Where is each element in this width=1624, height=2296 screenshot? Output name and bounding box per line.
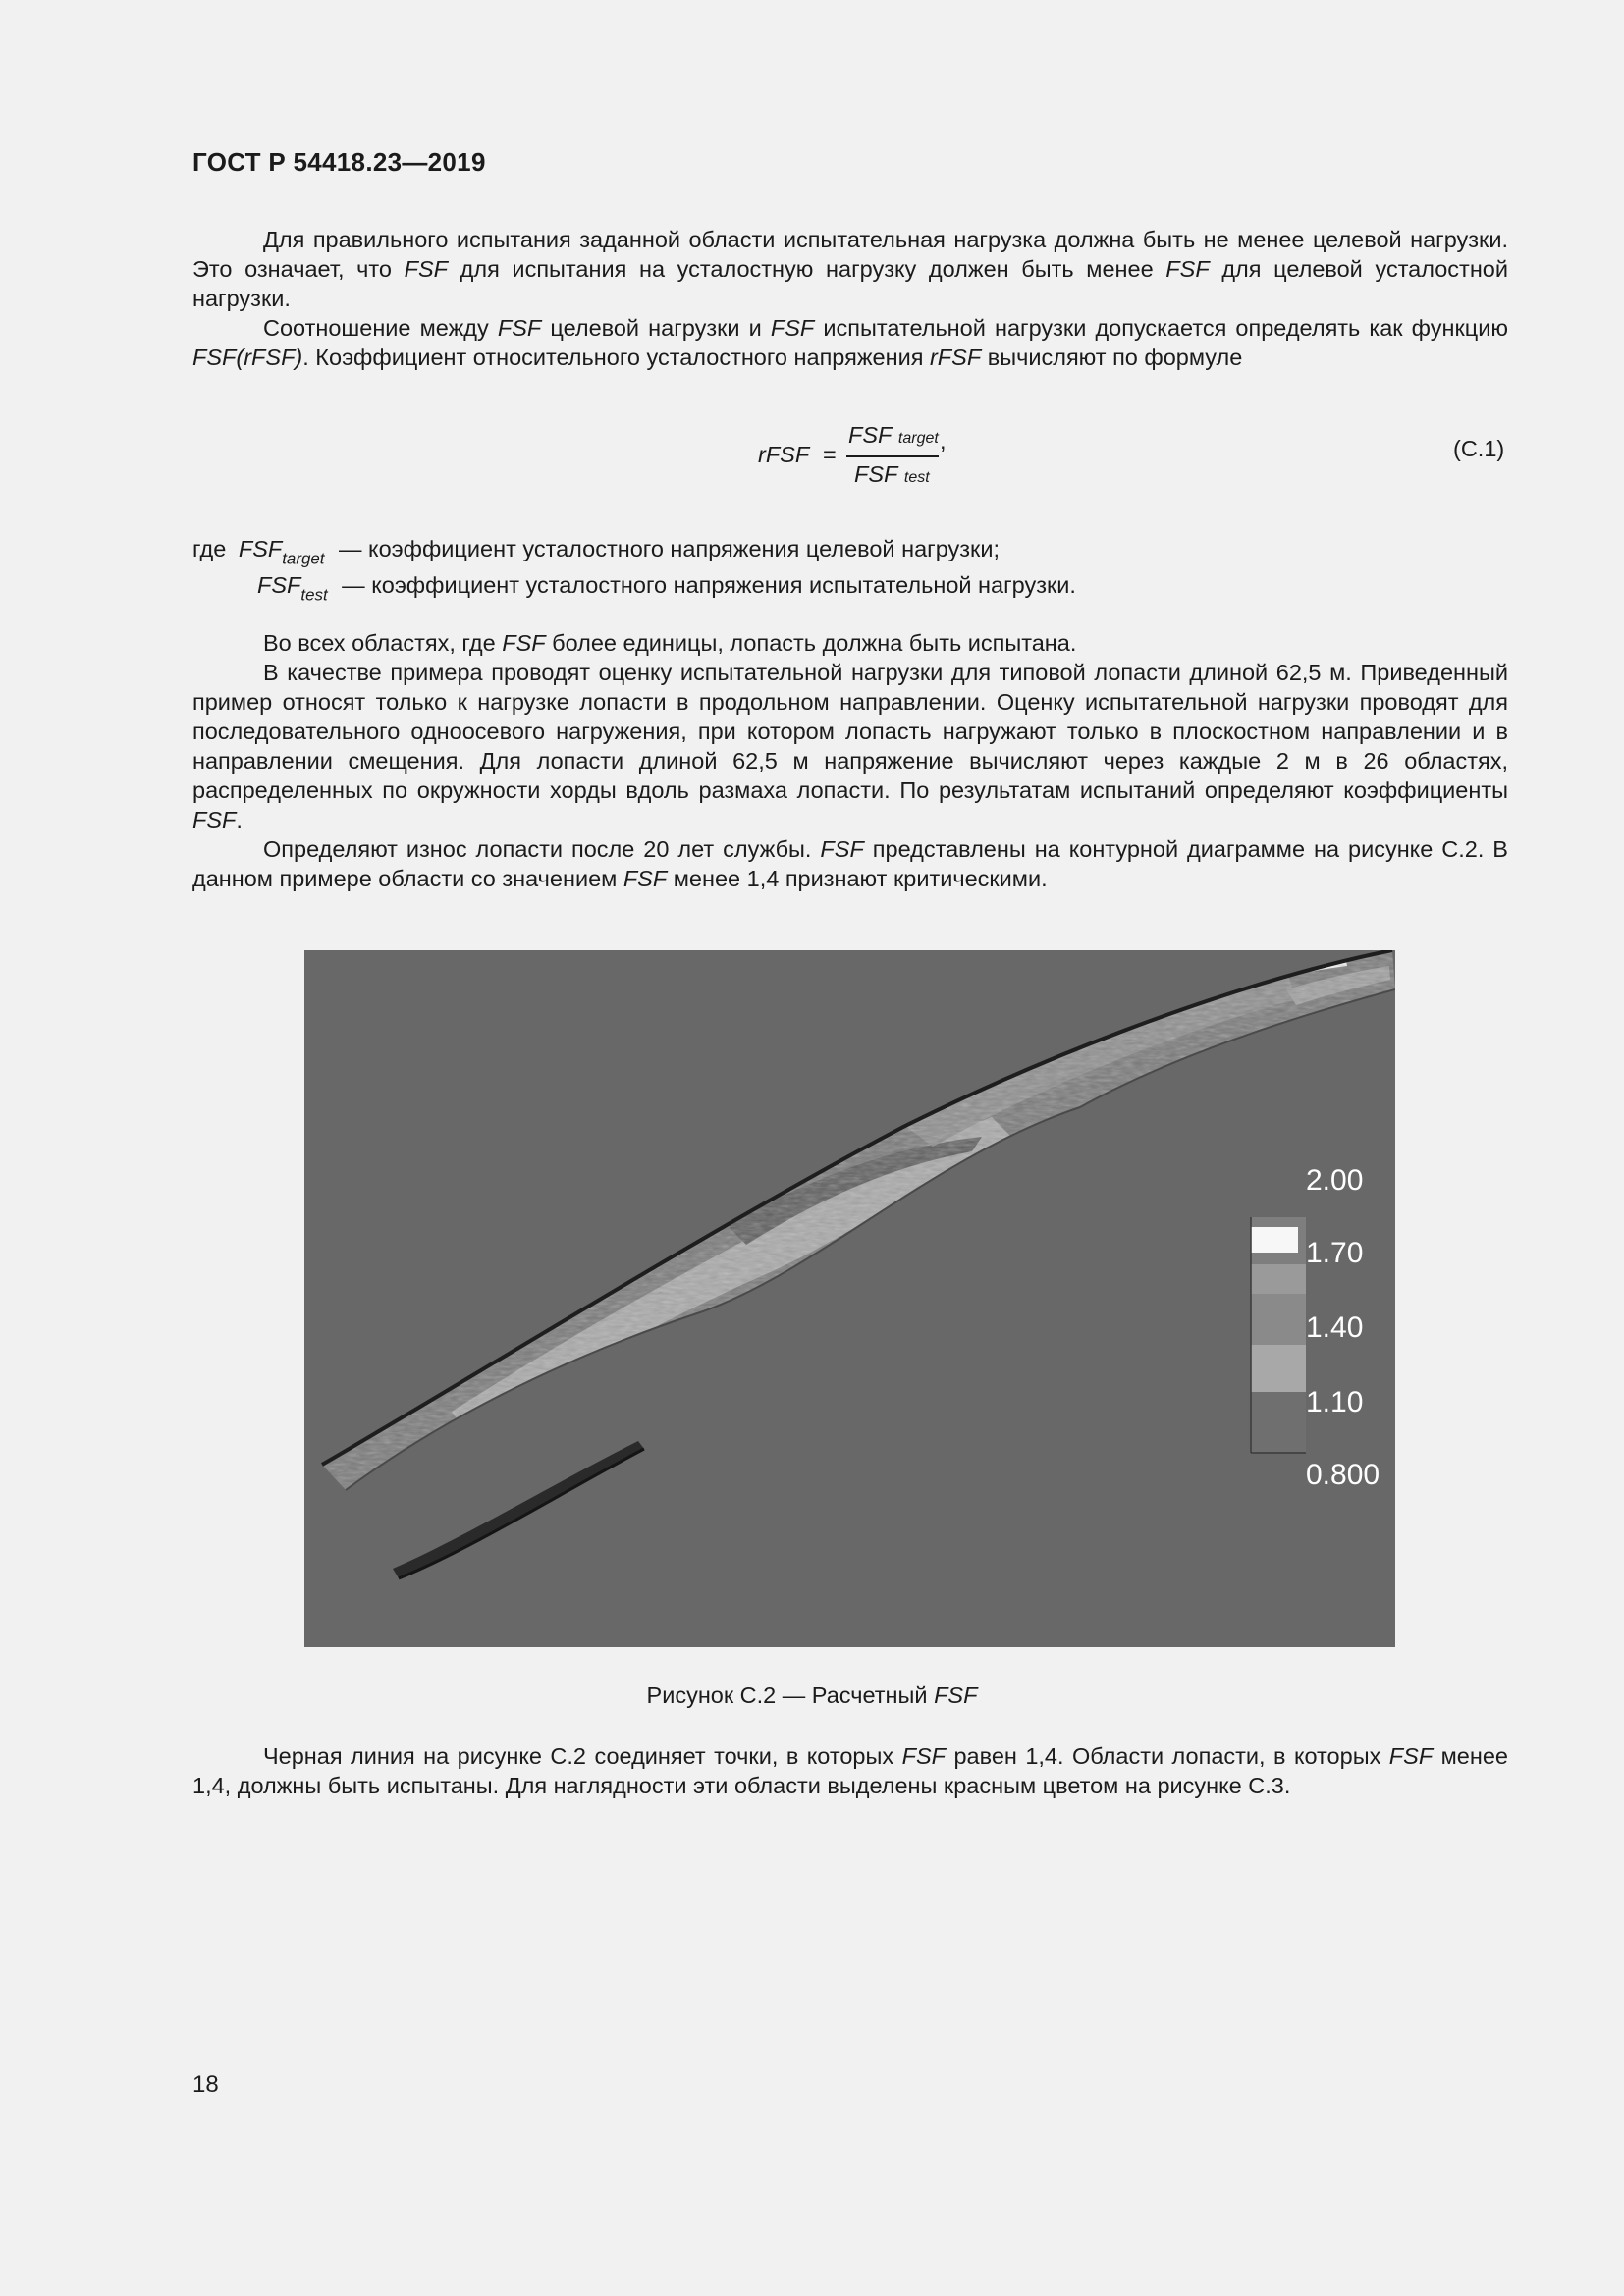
legend-tick-label: 1.40: [1306, 1311, 1364, 1344]
legend-band-5: [1251, 1392, 1306, 1453]
where-item-target: где $FSF_{target}$ — коэффициент усталостного напряжения целевой нагрузки;: [192, 536, 1000, 568]
page-number: 18: [192, 2071, 219, 2098]
formula-comma: ,: [940, 428, 947, 454]
legend-band-top: [1251, 1227, 1298, 1253]
formula-c1: [0, 412, 1624, 510]
paragraph-3: Во всех областях, где FSF более единицы, лопасть должна быть испытана.: [263, 630, 1077, 656]
main-text: [192, 628, 1508, 893]
figure-caption: Рисунок С.2 — Расчетный FSF: [646, 1682, 978, 1708]
legend-tick-label: 0.800: [1306, 1459, 1380, 1491]
where-item-test: $FSF_{test}$ — коэффициент усталостного напряжения испытательной нагрузки.: [257, 572, 1076, 605]
formula-numerator: FSF target: [848, 422, 939, 448]
formula-equals: =: [823, 442, 837, 467]
blade-contour-plot: [304, 950, 1395, 1647]
legend-tick-label: 1.10: [1306, 1386, 1364, 1418]
legend-tick-label: 2.00: [1306, 1164, 1364, 1197]
formula-denominator: FSF test: [854, 461, 930, 487]
paragraph-2: Соотношение между FSF целевой нагрузки и FSF испытательной нагрузки допускается определять как функцию FSF(rFSF). Коэффициент относительного усталостного напряжения rFSF вычисляют по формуле: [192, 315, 1508, 370]
paragraph-1: Для правильного испытания заданной области испытательная нагрузка должна быть не менее целевой нагрузки. Это означает, что FSF для испытания на усталостную нагрузку должен быть менее FSF для целевой усталостной нагрузки.: [192, 227, 1508, 311]
intro-text: [192, 225, 1508, 372]
fraction-bar: [846, 455, 939, 457]
legend-band-4: [1251, 1345, 1306, 1392]
legend-tick-label: 1.70: [1306, 1237, 1364, 1269]
document-code: ГОСТ Р 54418.23—2019: [192, 147, 486, 177]
legend-band-3: [1251, 1294, 1306, 1345]
paragraph-5: Определяют износ лопасти после 20 лет службы. FSF представлены на контурной диаграмме на рисунке С.2. В данном примере области со значением FSF менее 1,4 признают критическими.: [192, 836, 1508, 891]
closing-text: [192, 1741, 1508, 1800]
where-list: [192, 531, 1076, 604]
paragraph-4: В качестве примера проводят оценку испытательной нагрузки для типовой лопасти длиной 62,5 м. Приведенный пример относят только к нагрузке лопасти в продольном направлении. Оценку испытательной нагрузки проводят для последовательного одноосевого нагружения, при котором лопасть нагружают только в плоскостном направлении и в направлении смещения. Для лопасти длиной 62,5 м напряжение вычисляют через каждые 2 м в 26 областях, распределенных по окружности хорды вдоль размаха лопасти. По результатам испытаний определяют коэффициенты FSF.: [192, 660, 1508, 832]
color-legend: [1251, 1217, 1306, 1453]
formula-number: (С.1): [1453, 436, 1505, 461]
legend-band-2: [1251, 1264, 1306, 1294]
fsf-contour-figure: [304, 950, 1395, 1647]
paragraph-6: Черная линия на рисунке С.2 соединяет точки, в которых FSF равен 1,4. Области лопасти, в которых FSF менее 1,4, должны быть испытаны. Для наглядности эти области выделены красным цветом на рисунке С.3.: [192, 1743, 1508, 1798]
formula-lhs: rFSF: [758, 442, 810, 467]
